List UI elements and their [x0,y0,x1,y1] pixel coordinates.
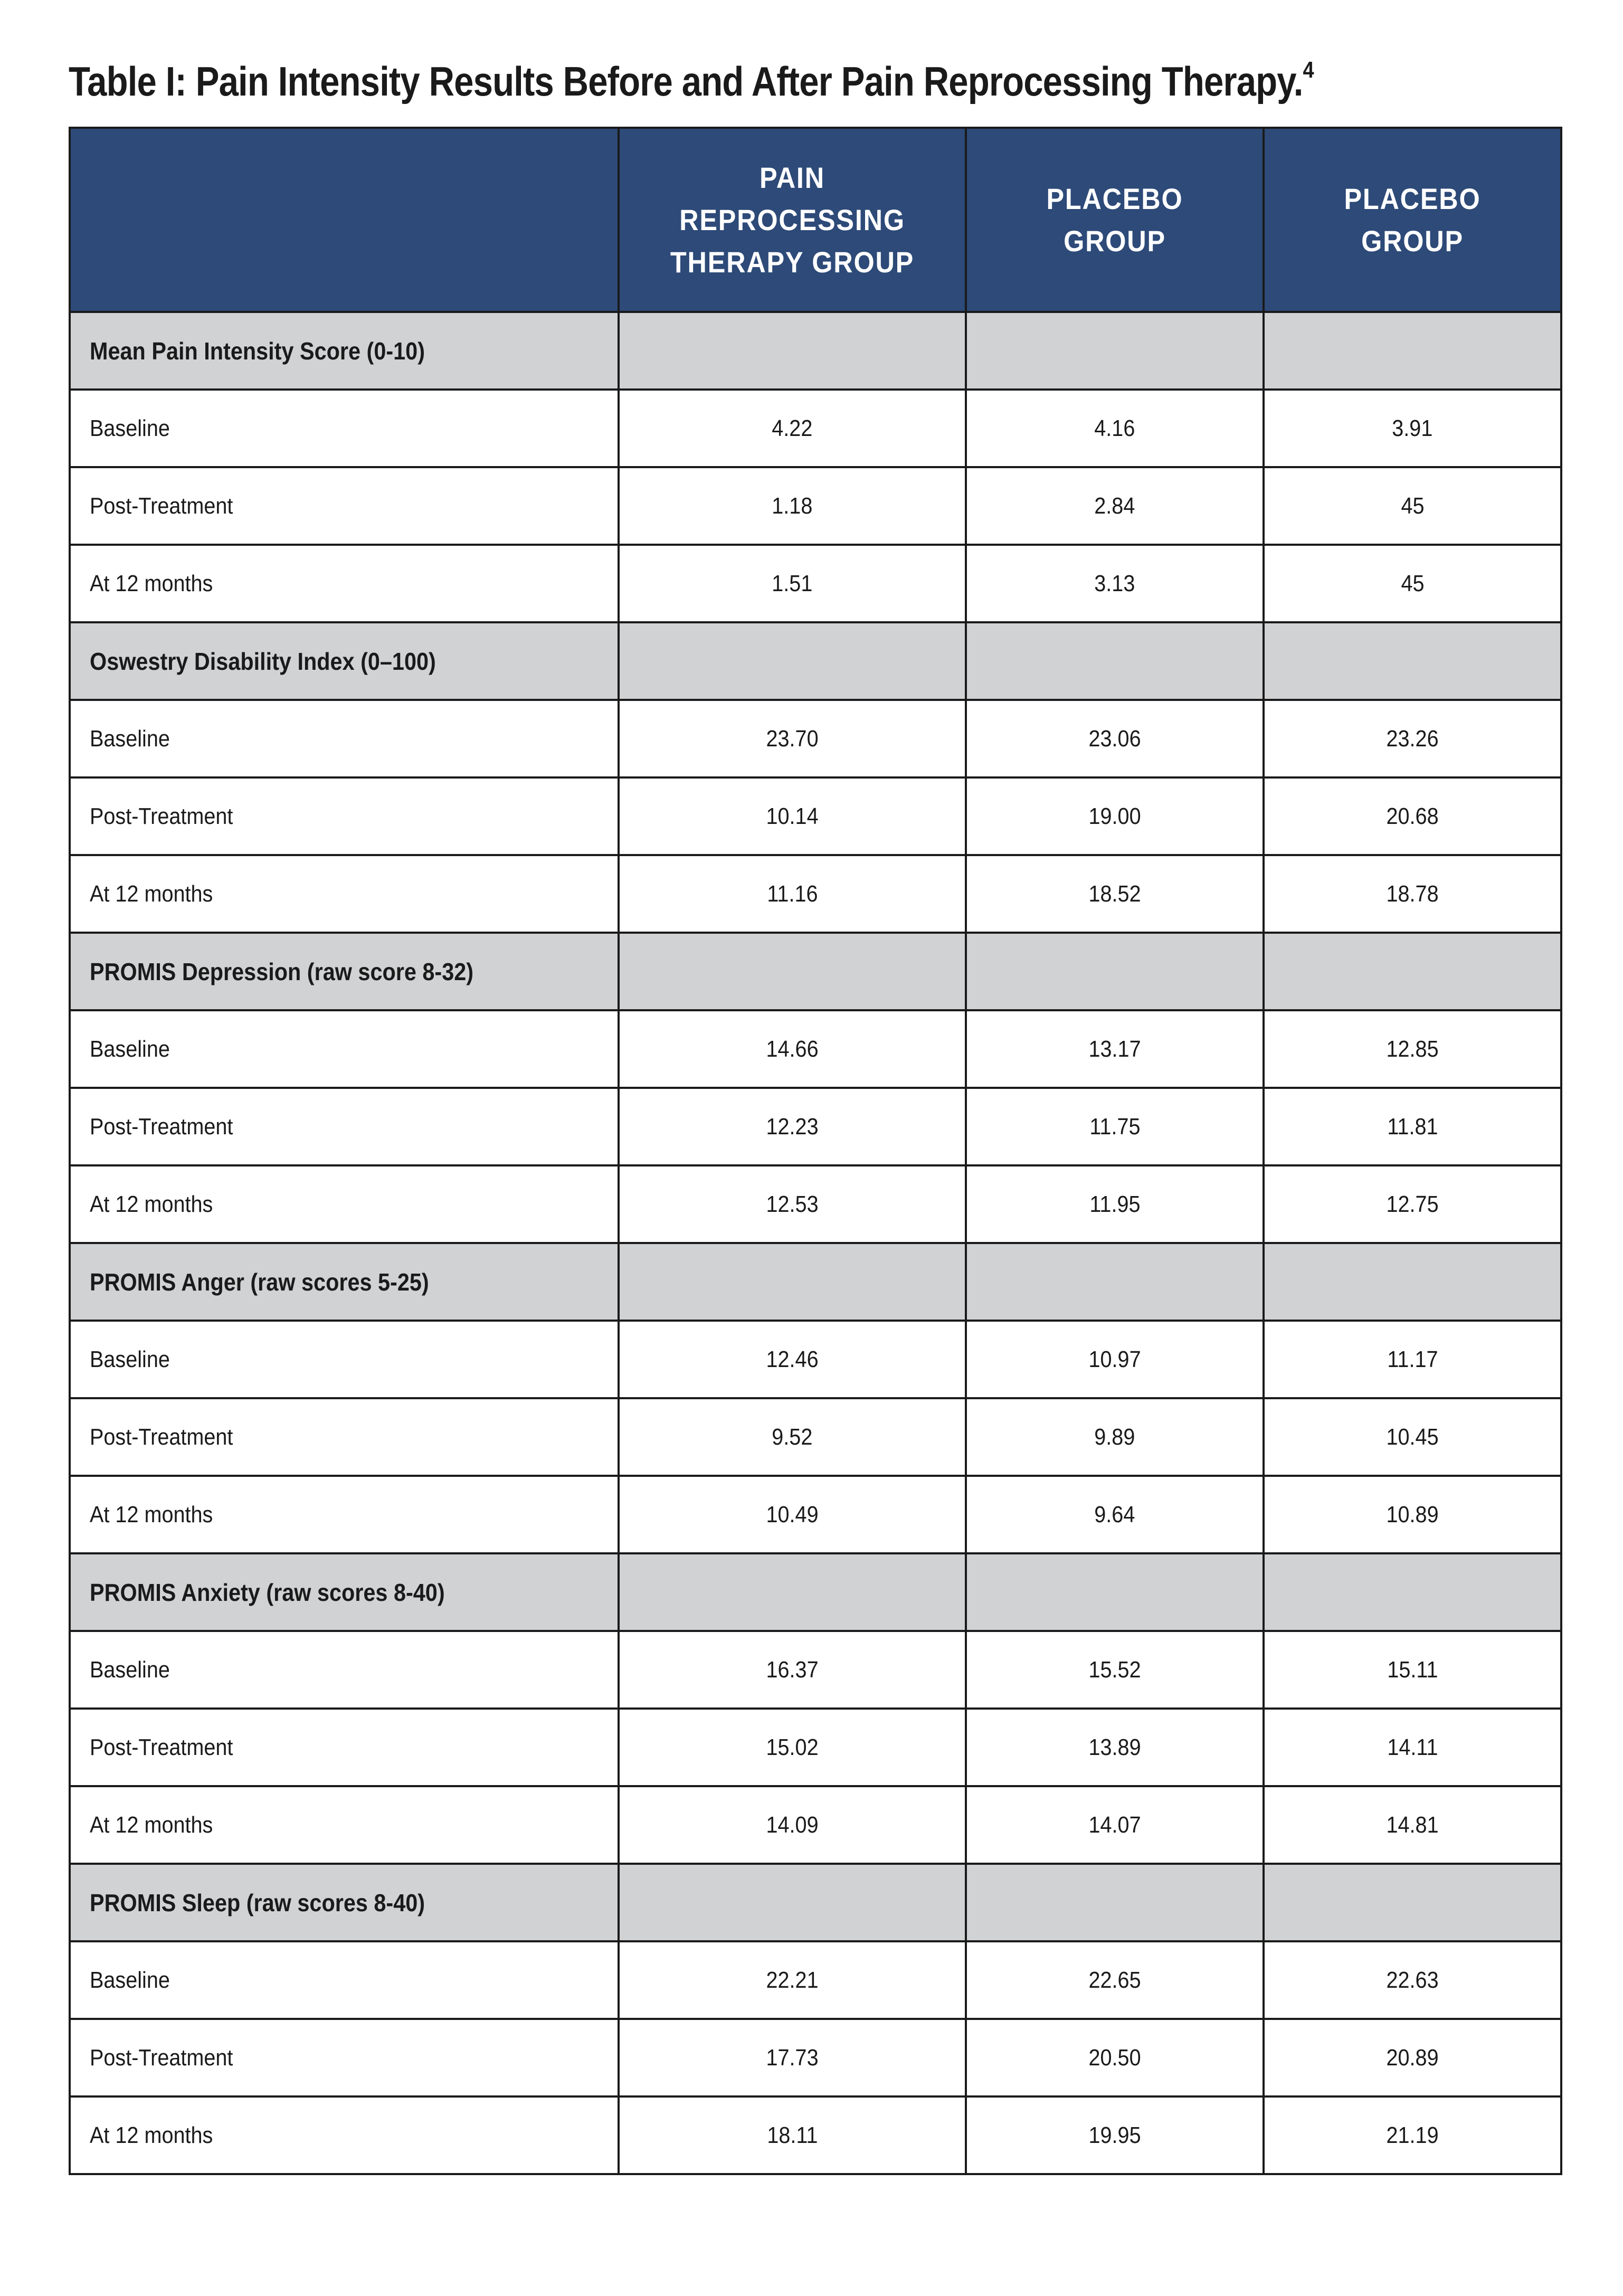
row-label-text: At 12 months [90,1191,213,1217]
value-cell [619,1786,966,1864]
value-cell [619,545,966,622]
row-label [70,700,619,777]
value-cell-text: 17.73 [766,2044,819,2071]
value-cell [1264,855,1561,933]
value-cell-text: 3.13 [1094,570,1135,596]
row-label [70,1165,619,1243]
table-row [70,390,1561,467]
section-header-row [70,933,1561,1010]
value-cell [619,2019,966,2096]
value-cell-text: 13.17 [1088,1036,1141,1062]
row-label [70,1709,619,1786]
value-cell [1264,1010,1561,1088]
section-empty-cell [966,1243,1264,1321]
value-cell [1264,2096,1561,2174]
value-cell-text: 14.09 [766,1811,819,1838]
row-label-text: Post-Treatment [90,2044,233,2071]
table-row [70,1398,1561,1476]
value-cell-text: 15.52 [1088,1656,1141,1683]
value-cell [619,855,966,933]
value-cell-text: 12.23 [766,1113,819,1140]
value-cell-text: 21.19 [1386,2122,1439,2148]
value-cell [619,2096,966,2174]
row-label-text: Baseline [90,725,170,752]
value-cell-text: 14.66 [766,1036,819,1062]
section-empty-cell [1264,1864,1561,1941]
value-cell-text: 12.85 [1386,1036,1439,1062]
row-label-text: At 12 months [90,2122,213,2148]
value-cell [966,2096,1264,2174]
section-empty-cell [1264,933,1561,1010]
row-label-text: At 12 months [90,880,213,907]
value-cell-text: 16.37 [766,1656,819,1683]
row-label [70,1398,619,1476]
value-cell [966,1010,1264,1088]
value-cell-text: 20.50 [1088,2044,1141,2071]
row-label [70,1476,619,1553]
value-cell-text: 18.52 [1088,880,1141,907]
value-cell [1264,1165,1561,1243]
title-text: Table I: Pain Intensity Results Before and After Pain Reprocessing Therapy. [69,58,1303,105]
row-label [70,777,619,855]
value-cell-text: 20.68 [1386,803,1439,829]
value-cell [966,1088,1264,1165]
value-cell-text: 18.11 [766,2122,818,2148]
section-header-row [70,1864,1561,1941]
value-cell-text: 11.75 [1089,1113,1141,1140]
value-cell-text: 15.11 [1387,1656,1438,1683]
row-label-text: At 12 months [90,1501,213,1527]
row-label [70,1088,619,1165]
value-cell [966,467,1264,545]
section-empty-cell [966,1553,1264,1631]
value-cell-text: 19.95 [1088,2122,1141,2148]
table-row [70,1941,1561,2019]
value-cell-text: 1.18 [772,492,813,519]
value-cell-text: 4.16 [1094,415,1135,441]
value-cell-text: 10.49 [766,1501,819,1527]
value-cell-text: 11.16 [766,880,818,907]
value-cell-text: 9.64 [1094,1501,1135,1527]
value-cell [1264,1321,1561,1398]
row-label [70,2096,619,2174]
value-cell-text: 45 [1400,492,1425,519]
value-cell-text: 13.89 [1088,1734,1141,1760]
section-empty-cell [1264,1553,1561,1631]
value-cell-text: 11.81 [1387,1113,1438,1140]
value-cell-text: 23.70 [766,725,819,752]
value-cell-text: 11.17 [1387,1346,1438,1372]
value-cell-text: 19.00 [1088,803,1141,829]
row-label [70,1631,619,1709]
value-cell-text: 10.97 [1088,1346,1141,1372]
value-cell-text: 12.46 [766,1346,819,1372]
section-label-text: Oswestry Disability Index (0–100) [90,647,436,675]
value-cell [1264,700,1561,777]
column-header [70,128,619,312]
value-cell-text: 12.53 [766,1191,819,1217]
value-cell-text: 23.06 [1088,725,1141,752]
value-cell [619,467,966,545]
section-label-text: PROMIS Anxiety (raw scores 8-40) [90,1578,445,1606]
header-row [70,128,1561,312]
value-cell [1264,1786,1561,1864]
row-label [70,545,619,622]
value-cell [619,1476,966,1553]
value-cell-text: 10.14 [766,803,819,829]
row-label [70,1010,619,1088]
value-cell [619,1010,966,1088]
row-label-text: At 12 months [90,1811,213,1838]
row-label [70,467,619,545]
table-row [70,855,1561,933]
row-label-text: At 12 months [90,570,213,596]
section-header-row [70,622,1561,700]
value-cell [966,700,1264,777]
row-label-text: Baseline [90,1656,170,1683]
section-label [70,312,619,390]
value-cell [1264,1088,1561,1165]
section-empty-cell [1264,622,1561,700]
section-empty-cell [1264,1243,1561,1321]
value-cell [1264,390,1561,467]
section-empty-cell [619,1243,966,1321]
value-cell-text: 1.51 [772,570,813,596]
row-label [70,2019,619,2096]
value-cell [966,1709,1264,1786]
value-cell-text: 3.91 [1392,415,1433,441]
value-cell-text: 14.81 [1386,1811,1439,1838]
value-cell-text: 23.26 [1386,725,1439,752]
value-cell [1264,1709,1561,1786]
column-header: PLACEBO GROUP [1264,128,1561,312]
value-cell [966,1941,1264,2019]
section-empty-cell [619,933,966,1010]
value-cell-text: 10.45 [1386,1424,1439,1450]
row-label-text: Post-Treatment [90,492,233,519]
row-label-text: Post-Treatment [90,803,233,829]
value-cell-text: 18.78 [1386,880,1439,907]
title-footnote-ref: 4 [1303,57,1314,83]
value-cell-text: 22.63 [1386,1967,1439,1993]
results-table [69,127,1562,2175]
table-body [70,312,1561,2174]
row-label-text: Baseline [90,415,170,441]
value-cell [619,1165,966,1243]
table-row [70,1010,1561,1088]
row-label-text: Baseline [90,1346,170,1372]
section-header-row [70,312,1561,390]
row-label [70,1941,619,2019]
value-cell [1264,777,1561,855]
row-label-text: Baseline [90,1036,170,1062]
value-cell [619,1631,966,1709]
section-empty-cell [619,1864,966,1941]
row-label-text: Post-Treatment [90,1113,233,1140]
value-cell-text: 15.02 [766,1734,819,1760]
section-label-text: PROMIS Depression (raw score 8-32) [90,957,474,985]
table-row [70,1321,1561,1398]
value-cell [966,1476,1264,1553]
table-row [70,777,1561,855]
value-cell [619,777,966,855]
value-cell-text: 12.75 [1386,1191,1439,1217]
value-cell [619,390,966,467]
value-cell-text: 22.65 [1088,1967,1141,1993]
value-cell-text: 4.22 [772,415,813,441]
value-cell-text: 45 [1400,570,1425,596]
row-label-text: Post-Treatment [90,1424,233,1450]
section-label [70,933,619,1010]
section-label-text: PROMIS Anger (raw scores 5-25) [90,1268,429,1296]
value-cell [966,545,1264,622]
table-row [70,1786,1561,1864]
value-cell-text: 14.07 [1088,1811,1141,1838]
value-cell [619,1709,966,1786]
section-header-row [70,1243,1561,1321]
table-row [70,467,1561,545]
section-empty-cell [966,933,1264,1010]
table-row [70,2019,1561,2096]
section-empty-cell [966,622,1264,700]
value-cell [1264,545,1561,622]
value-cell [966,1165,1264,1243]
value-cell [619,1088,966,1165]
value-cell [966,777,1264,855]
value-cell-text: 2.84 [1094,492,1135,519]
value-cell-text: 22.21 [766,1967,819,1993]
value-cell [1264,1941,1561,2019]
section-empty-cell [966,312,1264,390]
value-cell [1264,1398,1561,1476]
section-empty-cell [966,1864,1264,1941]
column-header: PAIN REPROCESSING THERAPY GROUP [619,128,966,312]
table-row [70,1088,1561,1165]
row-label-text: Baseline [90,1967,170,1993]
section-empty-cell [619,622,966,700]
value-cell [1264,467,1561,545]
table-row [70,1709,1561,1786]
value-cell-text: 20.89 [1386,2044,1439,2071]
section-label [70,1864,619,1941]
value-cell [619,1398,966,1476]
value-cell [1264,1476,1561,1553]
table-row [70,1631,1561,1709]
section-label [70,622,619,700]
section-label-text: PROMIS Sleep (raw scores 8-40) [90,1889,425,1917]
value-cell [1264,2019,1561,2096]
table-row [70,700,1561,777]
section-label [70,1243,619,1321]
section-label [70,1553,619,1631]
table-row [70,1476,1561,1553]
section-header-row [70,1553,1561,1631]
table-title [69,57,1314,106]
row-label [70,390,619,467]
section-empty-cell [619,1553,966,1631]
table-row [70,2096,1561,2174]
value-cell-text: 9.52 [772,1424,813,1450]
section-empty-cell [1264,312,1561,390]
value-cell [966,1631,1264,1709]
column-header: PLACEBO GROUP [966,128,1264,312]
value-cell-text: 11.95 [1089,1191,1141,1217]
row-label-text: Post-Treatment [90,1734,233,1760]
value-cell-text: 10.89 [1386,1501,1439,1527]
section-label-text: Mean Pain Intensity Score (0-10) [90,337,425,365]
value-cell [966,1321,1264,1398]
table-row [70,545,1561,622]
table-row [70,1165,1561,1243]
value-cell [966,1786,1264,1864]
value-cell [966,855,1264,933]
value-cell-text: 14.11 [1387,1734,1438,1760]
value-cell [619,700,966,777]
section-empty-cell [619,312,966,390]
value-cell [966,2019,1264,2096]
row-label [70,1321,619,1398]
row-label [70,855,619,933]
value-cell [619,1941,966,2019]
value-cell [1264,1631,1561,1709]
value-cell-text: 9.89 [1094,1424,1135,1450]
value-cell [619,1321,966,1398]
value-cell [966,1398,1264,1476]
value-cell [966,390,1264,467]
row-label [70,1786,619,1864]
